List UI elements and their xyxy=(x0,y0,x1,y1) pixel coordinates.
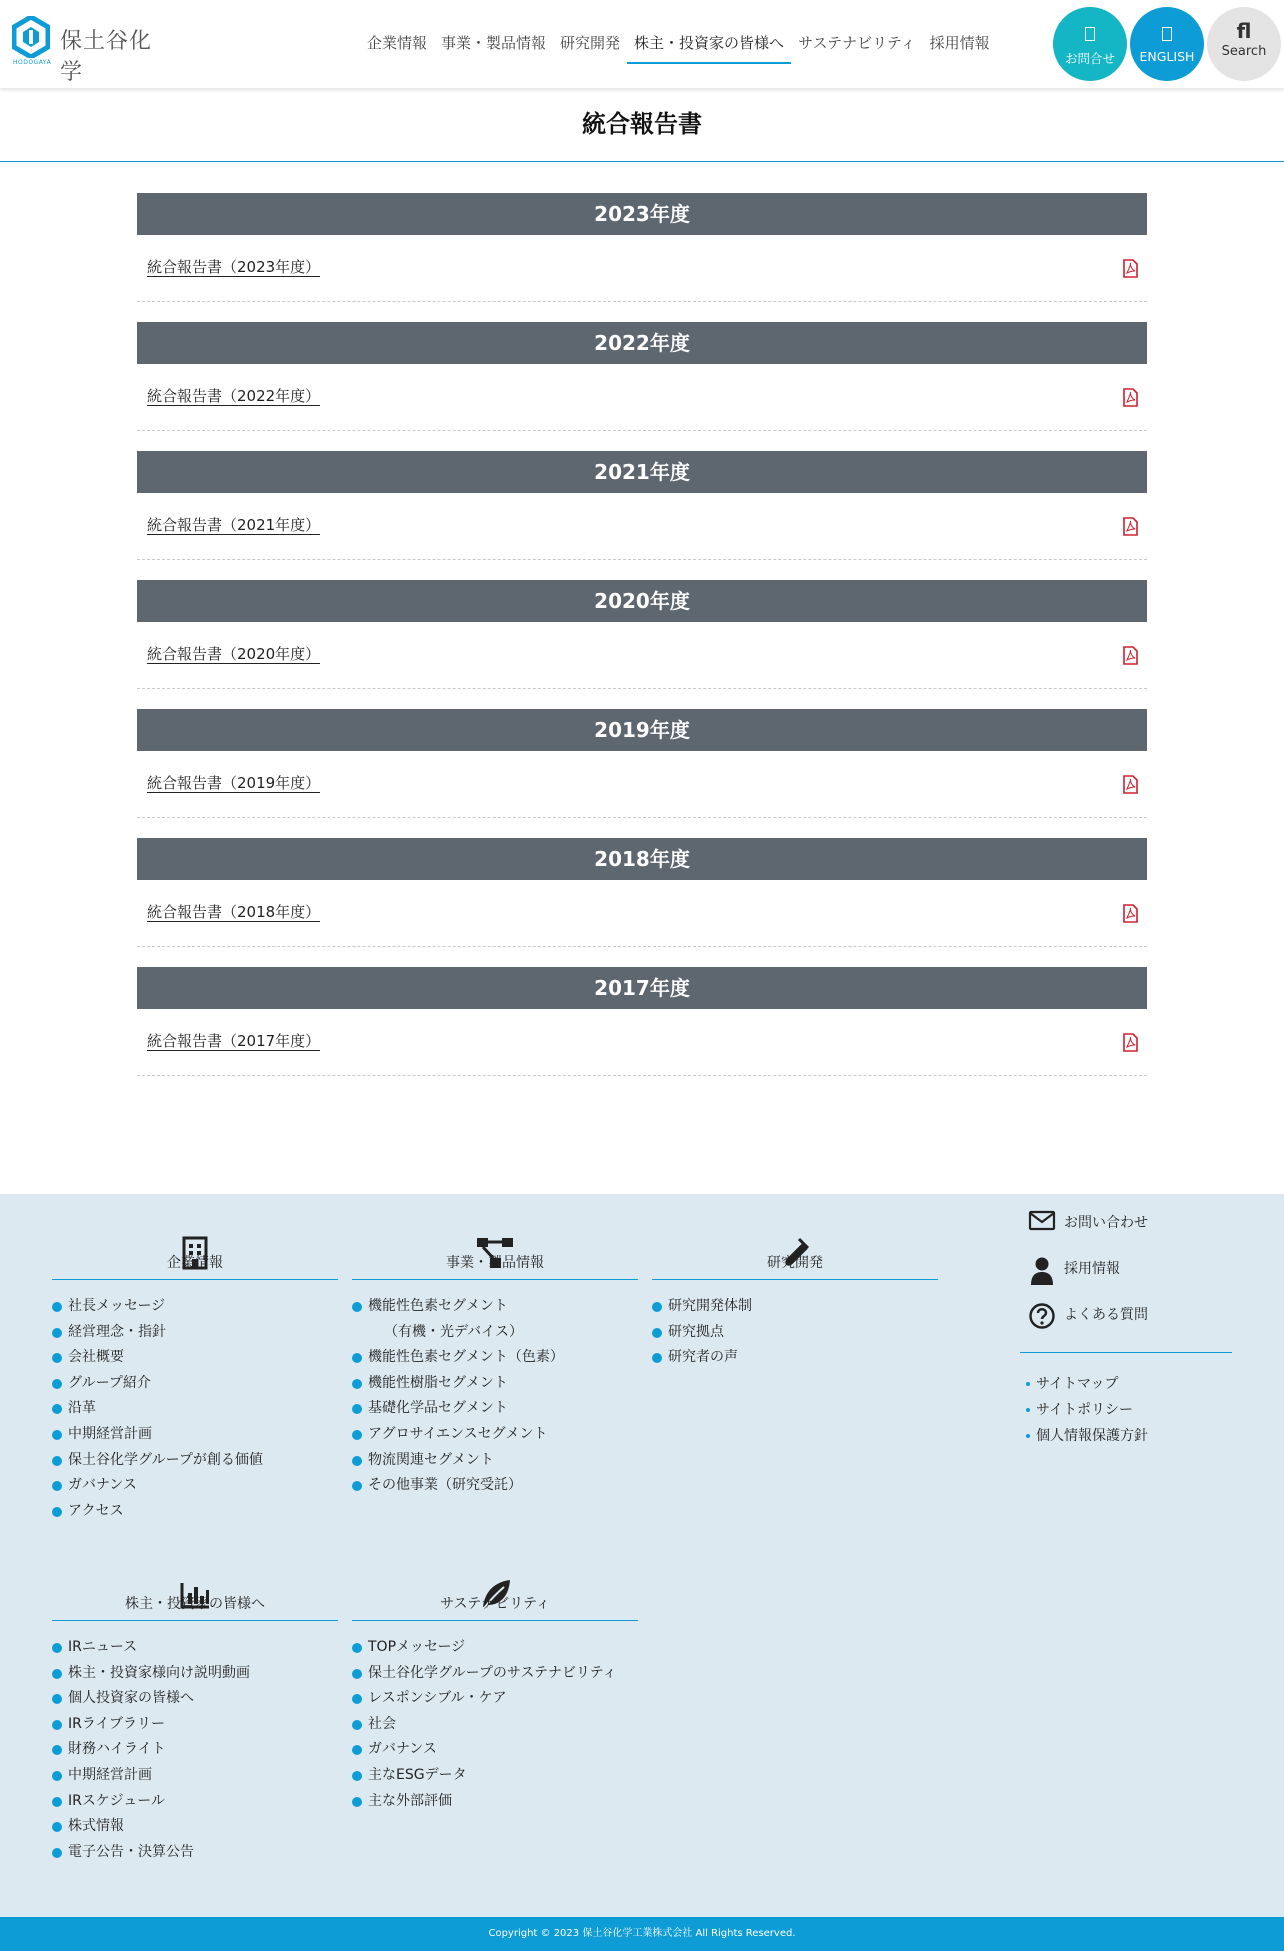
nav-company[interactable]: 企業情報 xyxy=(367,34,428,52)
year-section xyxy=(137,967,1147,1096)
footer-link[interactable]: 研究開発体制 xyxy=(652,1294,938,1320)
footer-col-business xyxy=(352,1210,638,1499)
footer-link-list xyxy=(652,1294,938,1371)
footer-link-list xyxy=(352,1294,638,1499)
footer-policy-link[interactable]: サイトポリシー xyxy=(1020,1397,1232,1423)
pdf-icon[interactable] xyxy=(1123,904,1138,923)
nav-business[interactable]: 事業・製品情報 xyxy=(441,34,547,52)
footer-col-sustainability xyxy=(352,1551,638,1814)
year-heading: 2020年度 xyxy=(137,580,1147,622)
footer-link[interactable]: 会社概要 xyxy=(52,1345,338,1371)
report-link[interactable]: 統合報告書（2017年度） xyxy=(147,1032,321,1050)
nav-ir[interactable]: 株主・投資家の皆様へ xyxy=(627,30,791,64)
footer-contact-link[interactable] xyxy=(1020,1210,1232,1256)
report-row xyxy=(137,1009,1147,1076)
year-heading: 2021年度 xyxy=(137,451,1147,493)
pdf-icon[interactable] xyxy=(1123,775,1138,794)
report-row xyxy=(137,364,1147,431)
pdf-icon[interactable] xyxy=(1123,517,1138,536)
footer-recruit-label: 採用情報 xyxy=(1064,1261,1120,1277)
search-button[interactable] xyxy=(1207,7,1281,81)
footer-link[interactable]: 沿革 xyxy=(52,1396,338,1422)
footer-recruit-link[interactable] xyxy=(1020,1256,1232,1302)
footer-link[interactable]: 保土谷化学グループが創る価値 xyxy=(52,1448,338,1474)
globe-icon xyxy=(1130,27,1204,45)
nav-research[interactable]: 研究開発 xyxy=(560,34,621,52)
contact-label: お問合せ xyxy=(1064,51,1115,66)
footer-heading[interactable] xyxy=(352,1551,638,1621)
footer-link-continuation[interactable]: （有機・光デバイス） xyxy=(384,1323,524,1340)
footer-col-research xyxy=(652,1210,938,1371)
footer-link-list xyxy=(352,1635,638,1814)
mail-icon xyxy=(1053,27,1127,45)
footer-link[interactable]: 機能性樹脂セグメント xyxy=(352,1371,638,1397)
site-header xyxy=(0,0,1284,88)
footer-heading[interactable] xyxy=(652,1210,938,1280)
footer-link[interactable]: 個人投資家の皆様へ xyxy=(52,1686,338,1712)
question-circle-icon xyxy=(1028,1302,1056,1330)
footer-link[interactable]: アクセス xyxy=(52,1499,338,1525)
footer-link[interactable]: 株式情報 xyxy=(52,1814,338,1840)
nav-recruit[interactable]: 採用情報 xyxy=(929,34,990,52)
footer-heading-label: 研究開発 xyxy=(767,1255,823,1271)
footer-link[interactable]: IRスケジュール xyxy=(52,1789,338,1815)
footer-link[interactable]: アグロサイエンスセグメント xyxy=(352,1422,638,1448)
contact-button[interactable] xyxy=(1053,7,1127,81)
logo-mark-icon xyxy=(12,16,50,58)
report-link[interactable]: 統合報告書（2022年度） xyxy=(147,387,321,405)
footer-col-ir xyxy=(52,1551,338,1865)
footer-link-list xyxy=(52,1635,338,1865)
footer-link-list xyxy=(52,1294,338,1524)
report-link[interactable]: 統合報告書（2020年度） xyxy=(147,645,321,663)
person-icon xyxy=(1028,1256,1056,1286)
report-list xyxy=(137,193,1147,1096)
footer-heading-label: 株主・投資家の皆様へ xyxy=(125,1596,265,1612)
logo-text: 保土谷化学 xyxy=(60,29,153,85)
year-heading: 2022年度 xyxy=(137,322,1147,364)
report-link[interactable]: 統合報告書（2023年度） xyxy=(147,258,321,276)
footer-side xyxy=(1020,1210,1232,1449)
footer-link[interactable]: IRライブラリー xyxy=(52,1712,338,1738)
page-title: 統合報告書 xyxy=(0,88,1284,162)
year-section xyxy=(137,193,1147,322)
footer-link[interactable]: グループ紹介 xyxy=(52,1371,338,1397)
footer-heading-label: 事業・製品情報 xyxy=(446,1255,544,1271)
footer-contact-label: お問い合わせ xyxy=(1064,1215,1148,1231)
footer-heading-label: 企業情報 xyxy=(167,1255,223,1271)
footer-faq-link[interactable] xyxy=(1020,1302,1232,1348)
pdf-icon[interactable] xyxy=(1123,646,1138,665)
footer-link[interactable]: 主な外部評価 xyxy=(352,1789,638,1815)
footer-side-divider xyxy=(1020,1352,1232,1353)
footer-link[interactable]: 研究拠点 xyxy=(652,1320,938,1346)
footer-link[interactable]: 社長メッセージ xyxy=(52,1294,338,1320)
footer-heading-label: サステナビリティ xyxy=(440,1596,550,1612)
footer-policy-link[interactable]: サイトマップ xyxy=(1020,1371,1232,1397)
global-nav xyxy=(360,30,997,64)
site-logo[interactable] xyxy=(12,16,172,85)
year-section xyxy=(137,580,1147,709)
footer-link[interactable]: 電子公告・決算公告 xyxy=(52,1840,338,1866)
footer-link[interactable]: 機能性色素セグメント xyxy=(352,1294,638,1320)
footer-link[interactable]: 研究者の声 xyxy=(652,1345,938,1371)
footer-link[interactable]: レスポンシブル・ケア xyxy=(352,1686,638,1712)
report-link[interactable]: 統合報告書（2019年度） xyxy=(147,774,321,792)
footer-col-company xyxy=(52,1210,338,1524)
footer-link[interactable]: 中期経営計画 xyxy=(52,1763,338,1789)
footer-link[interactable]: 機能性色素セグメント（色素） xyxy=(352,1345,638,1371)
footer-link[interactable]: ガバナンス xyxy=(52,1473,338,1499)
report-row xyxy=(137,751,1147,818)
nav-sustainability[interactable]: サステナビリティ xyxy=(798,34,916,52)
footer-policy-link[interactable]: 個人情報保護方針 xyxy=(1020,1423,1232,1449)
footer-faq-label: よくある質問 xyxy=(1064,1307,1148,1323)
year-heading: 2019年度 xyxy=(137,709,1147,751)
search-label: Search xyxy=(1221,44,1267,59)
envelope-icon xyxy=(1028,1210,1056,1232)
year-heading: 2017年度 xyxy=(137,967,1147,1009)
copyright: Copyright © 2023 保土谷化学工業株式会社 All Rights Reserved. xyxy=(0,1917,1284,1951)
footer-link[interactable]: 主なESGデータ xyxy=(352,1763,638,1789)
footer-policy-links xyxy=(1020,1371,1232,1449)
footer-link[interactable]: 中期経営計画 xyxy=(52,1422,338,1448)
footer-link[interactable]: 物流関連セグメント xyxy=(352,1448,638,1474)
pdf-icon[interactable] xyxy=(1123,1033,1138,1052)
footer-heading[interactable] xyxy=(352,1210,638,1280)
footer-link[interactable]: その他事業（研究受託） xyxy=(352,1473,638,1499)
logo-subtext: HODOGAYA xyxy=(13,59,52,66)
footer-link[interactable]: 基礎化学品セグメント xyxy=(352,1396,638,1422)
footer-link[interactable]: 社会 xyxy=(352,1712,638,1738)
report-row xyxy=(137,622,1147,689)
search-icon: fl xyxy=(1236,19,1252,43)
footer-heading[interactable] xyxy=(52,1551,338,1621)
report-row xyxy=(137,880,1147,947)
footer-link[interactable]: 財務ハイライト xyxy=(52,1737,338,1763)
year-heading: 2023年度 xyxy=(137,193,1147,235)
year-section xyxy=(137,322,1147,451)
footer-link[interactable]: 保土谷化学グループのサステナビリティ xyxy=(352,1661,638,1687)
pdf-icon[interactable] xyxy=(1123,388,1138,407)
year-heading: 2018年度 xyxy=(137,838,1147,880)
footer-link[interactable]: 経営理念・指針 xyxy=(52,1320,338,1346)
footer-link[interactable]: 株主・投資家様向け説明動画 xyxy=(52,1661,338,1687)
footer-heading[interactable] xyxy=(52,1210,338,1280)
year-section xyxy=(137,709,1147,838)
year-section xyxy=(137,451,1147,580)
english-button[interactable] xyxy=(1130,7,1204,81)
footer-link[interactable]: TOPメッセージ xyxy=(352,1635,638,1661)
report-row xyxy=(137,235,1147,302)
report-link[interactable]: 統合報告書（2018年度） xyxy=(147,903,321,921)
report-row xyxy=(137,493,1147,560)
report-link[interactable]: 統合報告書（2021年度） xyxy=(147,516,321,534)
pdf-icon[interactable] xyxy=(1123,259,1138,278)
footer-link[interactable]: IRニュース xyxy=(52,1635,338,1661)
year-section xyxy=(137,838,1147,967)
english-label: ENGLISH xyxy=(1139,49,1195,64)
footer-link[interactable]: ガバナンス xyxy=(352,1737,638,1763)
